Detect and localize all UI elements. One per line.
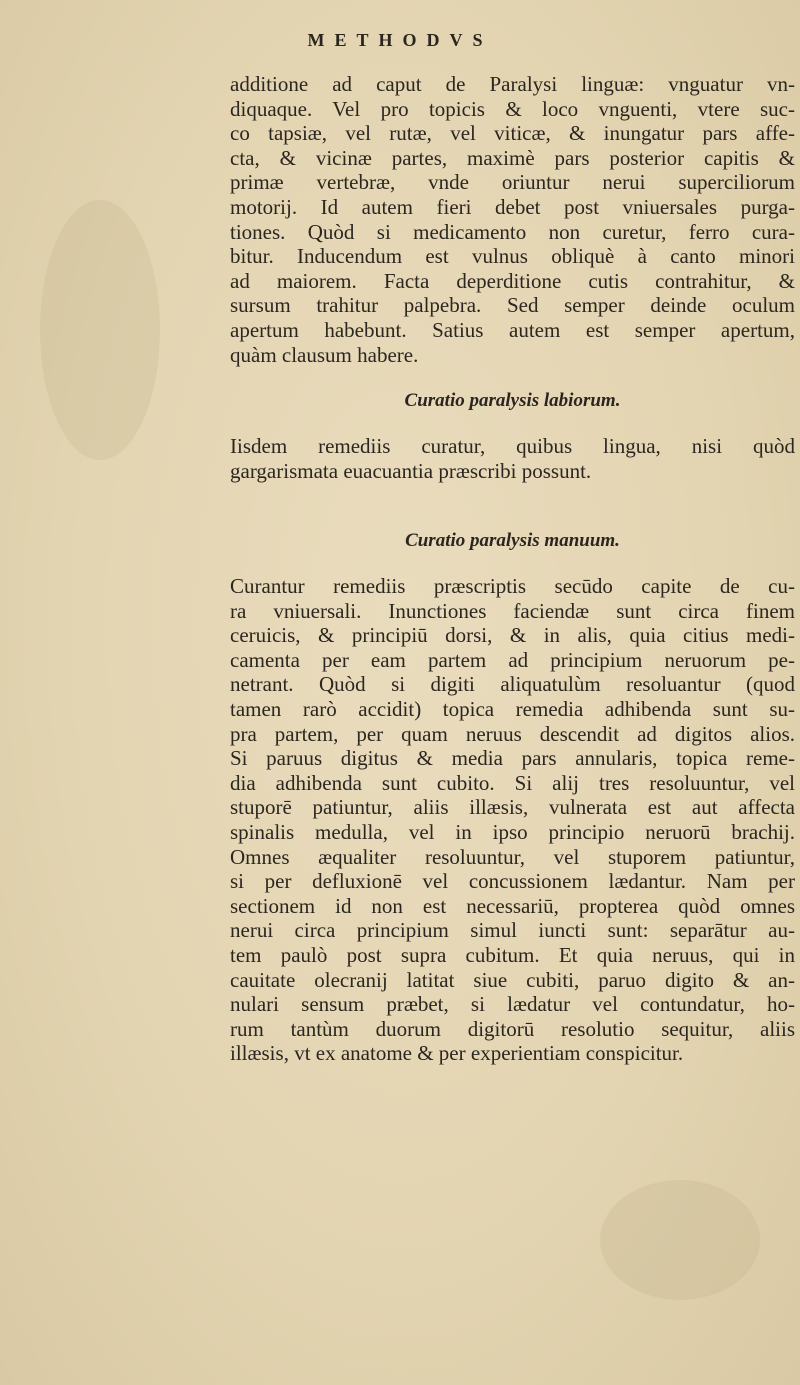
- text-line: rum tantùm duorum digitorū resolutio sequitur, aliis: [230, 1016, 795, 1041]
- text-line: sursum trahitur palpebra. Sed semper deinde oculum: [230, 293, 795, 318]
- text-line: ceruicis, & principiū dorsi, & in alis, quia citius medi-: [230, 623, 795, 648]
- text-line: stuporē patiuntur, aliis illæsis, vulnerata est aut affecta: [230, 795, 795, 820]
- text-line: ad maiorem. Facta deperditione cutis contrahitur, &: [230, 268, 795, 293]
- text-line: additione ad caput de Paralysi linguæ: vnguatur vn-: [230, 72, 795, 96]
- text-line: diquaque. Vel pro topicis & loco vnguenti, vtere suc-: [230, 96, 795, 121]
- paragraph-1: [230, 72, 795, 367]
- text-line: nerui circa principium simul iuncti sunt: separātur au-: [230, 918, 795, 943]
- paragraph-3: [230, 574, 795, 1066]
- running-head: METHODVS: [307, 30, 493, 50]
- text-line: si per defluxionē vel concussionem lædantur. Nam per: [230, 869, 795, 894]
- section-heading-hands: Curatio paralysis manuum.: [405, 530, 620, 551]
- text-line: primæ vertebræ, vnde oriuntur nerui superciliorum: [230, 170, 795, 195]
- text-line: gargarismata euacuantia præscribi possunt.: [230, 458, 592, 483]
- text-line: dia adhibenda sunt cubito. Si alij tres resoluuntur, vel: [230, 770, 795, 795]
- text-line: tem paulò post supra cubitum. Et quia neruus, qui in: [230, 942, 795, 967]
- text-line: spinalis medulla, vel in ipso principio neruorū brachij.: [230, 819, 795, 844]
- text-line: sectionem id non est necessariū, propterea quòd omnes: [230, 893, 795, 918]
- section-heading-lips: Curatio paralysis labiorum.: [404, 390, 621, 411]
- text-line: camenta per eam partem ad principium neruorum pe-: [230, 647, 795, 672]
- text-line: nulari sensum præbet, si lædatur vel contundatur, ho-: [230, 992, 795, 1017]
- text-line: bitur. Inducendum est vulnus obliquè à canto minori: [230, 244, 795, 269]
- text-line: netrant. Quòd si digiti aliquatulùm resoluantur (quod: [230, 672, 795, 697]
- text-line: pra partem, per quam neruus descendit ad digitos alios.: [230, 721, 795, 746]
- paper-stain: [600, 1180, 760, 1300]
- text-line: Omnes æqualiter resoluuntur, vel stuporem patiuntur,: [230, 844, 795, 869]
- paper-stain: [40, 200, 160, 460]
- text-line: quàm clausum habere.: [230, 342, 419, 367]
- text-line: ra vniuersali. Inunctiones faciendæ sunt circa finem: [230, 598, 795, 623]
- text-line: Curantur remediis præscriptis secūdo capite de cu-: [230, 574, 795, 598]
- text-line: cta, & vicinæ partes, maximè pars posterior capitis &: [230, 145, 795, 170]
- text-line: illæsis, vt ex anatome & per experientiam conspicitur.: [230, 1041, 684, 1066]
- text-line: Si paruus digitus & media pars annularis, topica reme-: [230, 746, 795, 771]
- text-line: motorij. Id autem fieri debet post vniuersales purga-: [230, 194, 795, 219]
- text-line: Iisdem remediis curatur, quibus lingua, nisi quòd: [230, 434, 795, 458]
- text-line: cauitate olecranij latitat siue cubiti, paruo digito & an-: [230, 967, 795, 992]
- text-line: tiones. Quòd si medicamento non curetur, ferro cura-: [230, 219, 795, 244]
- text-line: tamen rarò accidit) topica remedia adhibenda sunt su-: [230, 696, 795, 721]
- text-line: apertum habebunt. Satius autem est semper apertum,: [230, 317, 795, 342]
- text-line: co tapsiæ, vel rutæ, vel viticæ, & inungatur pars affe-: [230, 121, 795, 146]
- paragraph-2: [230, 434, 795, 483]
